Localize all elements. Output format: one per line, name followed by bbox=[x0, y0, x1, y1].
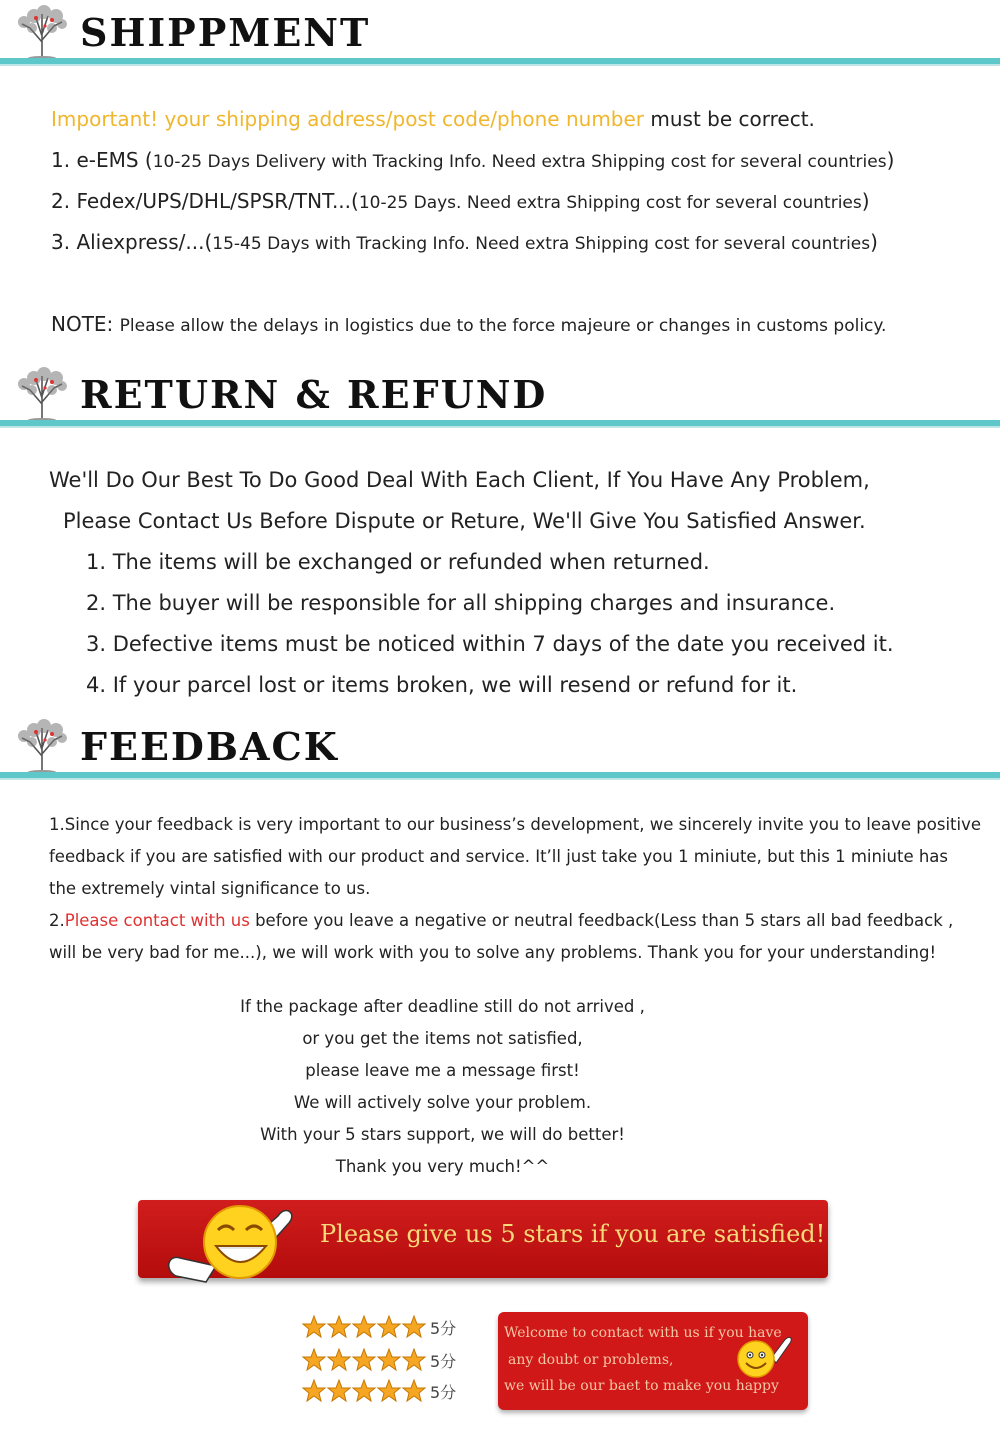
tree-icon bbox=[12, 4, 72, 60]
five-stars-icon bbox=[302, 1348, 427, 1372]
centered-message-line: please leave me a message first! bbox=[305, 1061, 580, 1080]
shipment-header bbox=[0, 0, 1000, 74]
feedback-paragraph-line: 1.Since your feedback is very important to our business’s development, we sincerely invite you to leave positive bbox=[49, 815, 982, 834]
shipping-option bbox=[51, 230, 878, 254]
p2-rest: before you leave a negative or neutral feedback(Less than 5 stars all bad feedback , bbox=[249, 911, 954, 930]
feedback-paragraph-line: will be very bad for me...), we will work with you to solve any problems. Thank you for your understanding! bbox=[49, 943, 937, 962]
option-detail: 15-45 Days with Tracking Info. Need extra Shipping cost for several countries bbox=[212, 234, 871, 254]
option-close: ) bbox=[886, 148, 895, 172]
option-detail: 10-25 Days. Need extra Shipping cost for several countries bbox=[358, 193, 862, 213]
option-detail: 10-25 Days Delivery with Tracking Info. Need extra Shipping cost for several countries bbox=[152, 152, 887, 172]
five-stars-icon bbox=[302, 1315, 427, 1339]
contact-us-link[interactable]: Please contact with us bbox=[64, 911, 250, 930]
option-name: 1. e-EMS ( bbox=[51, 148, 153, 172]
note-label: NOTE: bbox=[51, 312, 120, 336]
return-refund-title: RETURN & REFUND bbox=[80, 372, 548, 417]
feedback-paragraph-line: feedback if you are satisfied with our product and service. It’ll just take you 1 miniute, but this 1 miniute has bbox=[49, 847, 949, 866]
return-refund-header bbox=[0, 362, 1000, 436]
rating-score: 5分 bbox=[430, 1319, 457, 1338]
note-text: Please allow the delays in logistics due to the force majeure or changes in customs policy. bbox=[119, 316, 887, 336]
return-policy-item: 3. Defective items must be noticed within 7 days of the date you received it. bbox=[86, 632, 894, 656]
rating-score: 5分 bbox=[430, 1383, 457, 1402]
section-divider bbox=[0, 420, 1000, 428]
thumbs-up-smiley-icon bbox=[732, 1333, 794, 1381]
important-line bbox=[51, 107, 815, 131]
tree-icon bbox=[12, 366, 72, 422]
rating-score: 5分 bbox=[430, 1352, 457, 1371]
option-close: ) bbox=[861, 189, 870, 213]
centered-message-line: We will actively solve your problem. bbox=[293, 1093, 592, 1112]
option-close: ) bbox=[870, 230, 878, 254]
thumbs-up-smiley-icon bbox=[160, 1196, 305, 1296]
p2-prefix: 2. bbox=[49, 911, 65, 930]
rating-row-shipping-speed bbox=[0, 1382, 470, 1408]
return-policy-item: 1. The items will be exchanged or refunded when returned. bbox=[86, 550, 710, 574]
centered-message-line: If the package after deadline still do not arrived , bbox=[240, 997, 645, 1016]
centered-message-line: With your 5 stars support, we will do better! bbox=[260, 1125, 625, 1144]
important-rest: must be correct. bbox=[644, 107, 815, 131]
contact-line: Welcome to contact with us if you have bbox=[504, 1325, 782, 1341]
feedback-title: FEEDBACK bbox=[80, 724, 339, 769]
important-highlight: Important! your shipping address/post code/phone number bbox=[51, 107, 645, 131]
banner-text: Please give us 5 stars if you are satisfied! bbox=[320, 1220, 826, 1248]
rating-row-item-described bbox=[0, 1318, 470, 1344]
centered-message-line: or you get the items not satisfied, bbox=[302, 1029, 583, 1048]
feedback-header bbox=[0, 714, 1000, 788]
option-name: 2. Fedex/UPS/DHL/SPSR/TNT...( bbox=[51, 189, 359, 213]
shipping-option bbox=[51, 148, 894, 172]
section-divider bbox=[0, 58, 1000, 66]
section-divider bbox=[0, 772, 1000, 780]
return-intro-line: Please Contact Us Before Dispute or Reture, We'll Give You Satisfied Answer. bbox=[63, 509, 866, 533]
shipping-option bbox=[51, 189, 870, 213]
feedback-paragraph-line: the extremely vintal significance to us. bbox=[49, 879, 371, 898]
tree-icon bbox=[12, 718, 72, 774]
five-stars-icon bbox=[302, 1379, 427, 1403]
contact-line: any doubt or problems, bbox=[508, 1352, 674, 1368]
rating-row-communication bbox=[0, 1351, 470, 1377]
contact-line: we will be our baet to make you happy bbox=[504, 1378, 779, 1394]
centered-message-line: Thank you very much!^^ bbox=[335, 1157, 550, 1176]
return-policy-item: 2. The buyer will be responsible for all shipping charges and insurance. bbox=[86, 591, 836, 615]
option-name: 3. Aliexpress/...( bbox=[51, 230, 213, 254]
return-intro-line: We'll Do Our Best To Do Good Deal With Each Client, If You Have Any Problem, bbox=[49, 468, 870, 492]
return-policy-item: 4. If your parcel lost or items broken, we will resend or refund for it. bbox=[86, 673, 798, 697]
shipment-note bbox=[51, 312, 886, 336]
shipment-title: SHIPPMENT bbox=[80, 10, 371, 55]
feedback-paragraph-line bbox=[49, 911, 953, 930]
